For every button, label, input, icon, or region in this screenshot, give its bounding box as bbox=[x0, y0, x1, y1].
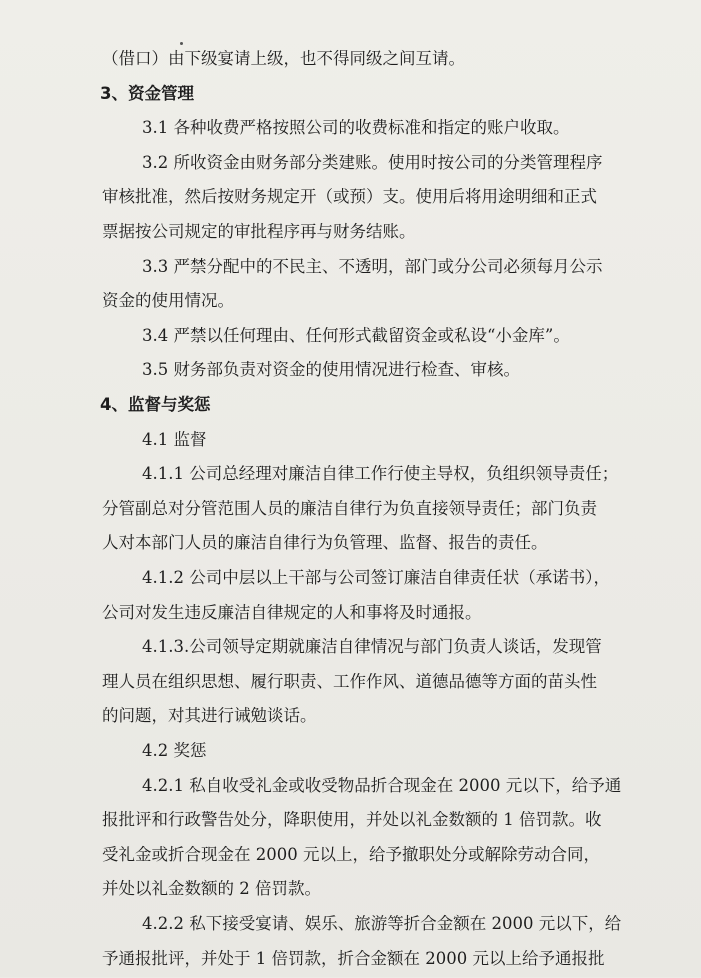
text-line: 资金的使用情况。 bbox=[102, 291, 234, 311]
section-heading-4: 4、监督与奖惩 bbox=[100, 395, 211, 414]
text-line: 予通报批评，并处于 1 倍罚款，折合金额在 2000 元以上给予通报批 bbox=[102, 948, 605, 968]
text-line: 4.2.1 私自收受礼金或收受物品折合现金在 2000 元以下，给予通 bbox=[142, 775, 622, 795]
subsection-heading: 4.1 监督 bbox=[142, 429, 207, 449]
text-line: 报批评和行政警告处分，降职使用，并处以礼金数额的 1 倍罚款。收 bbox=[102, 810, 602, 830]
text-line: 分管副总对分管范围人员的廉洁自律行为负直接领导责任；部门负责 bbox=[102, 498, 597, 518]
text-line: 3.4 严禁以任何理由、任何形式截留资金或私设“小金库”。 bbox=[142, 325, 570, 345]
text-line: 票据按公司规定的审批程序再与财务结账。 bbox=[102, 222, 416, 241]
text-line: 公司对发生违反廉洁自律规定的人和事将及时通报。 bbox=[102, 602, 482, 622]
text-line: 审核批准，然后按财务规定开（或预）支。使用后将用途明细和正式 bbox=[102, 187, 597, 207]
text-line: 4.1.2 公司中层以上干部与公司签订廉洁自律责任状（承诺书）， bbox=[142, 568, 610, 587]
text-line: 3.1 各种收费严格按照公司的收费标准和指定的账户收取。 bbox=[142, 118, 570, 138]
section-heading-3: 3、资金管理 bbox=[100, 83, 194, 103]
text-line: 人对本部门人员的廉洁自律行为负管理、监督、报告的责任。 bbox=[102, 533, 548, 553]
text-line: 4.2.2 私下接受宴请、娱乐、旅游等折合金额在 2000 元以下，给 bbox=[142, 914, 622, 933]
text-line: 4.1.3.公司领导定期就廉洁自律情况与部门负责人谈话，发现管 bbox=[142, 637, 602, 657]
text-line: 并处以礼金数额的 2 倍罚款。 bbox=[102, 879, 321, 899]
text-line: 3.3 严禁分配中的不民主、不透明，部门或分公司必须每月公示 bbox=[142, 256, 603, 276]
subsection-heading: 4.2 奖惩 bbox=[142, 741, 207, 760]
text-line: 3.2 所收资金由财务部分类建账。使用时按公司的分类管理程序 bbox=[142, 152, 603, 172]
text-line: 受礼金或折合现金在 2000 元以上，给予撤职处分或解除劳动合同， bbox=[102, 844, 600, 864]
text-line: （借口）由下级宴请上级，也不得同级之间互请。 bbox=[102, 49, 465, 68]
text-line: 4.1.1 公司总经理对廉洁自律工作行使主导权，负组织领导责任； bbox=[142, 464, 619, 484]
text-line: 的问题，对其进行诫勉谈话。 bbox=[102, 706, 317, 726]
text-line: 理人员在组织思想、履行职责、工作作风、道德品德等方面的苗头性 bbox=[102, 671, 597, 691]
text-line: 3.5 财务部负责对资金的使用情况进行检查、审核。 bbox=[142, 360, 520, 380]
